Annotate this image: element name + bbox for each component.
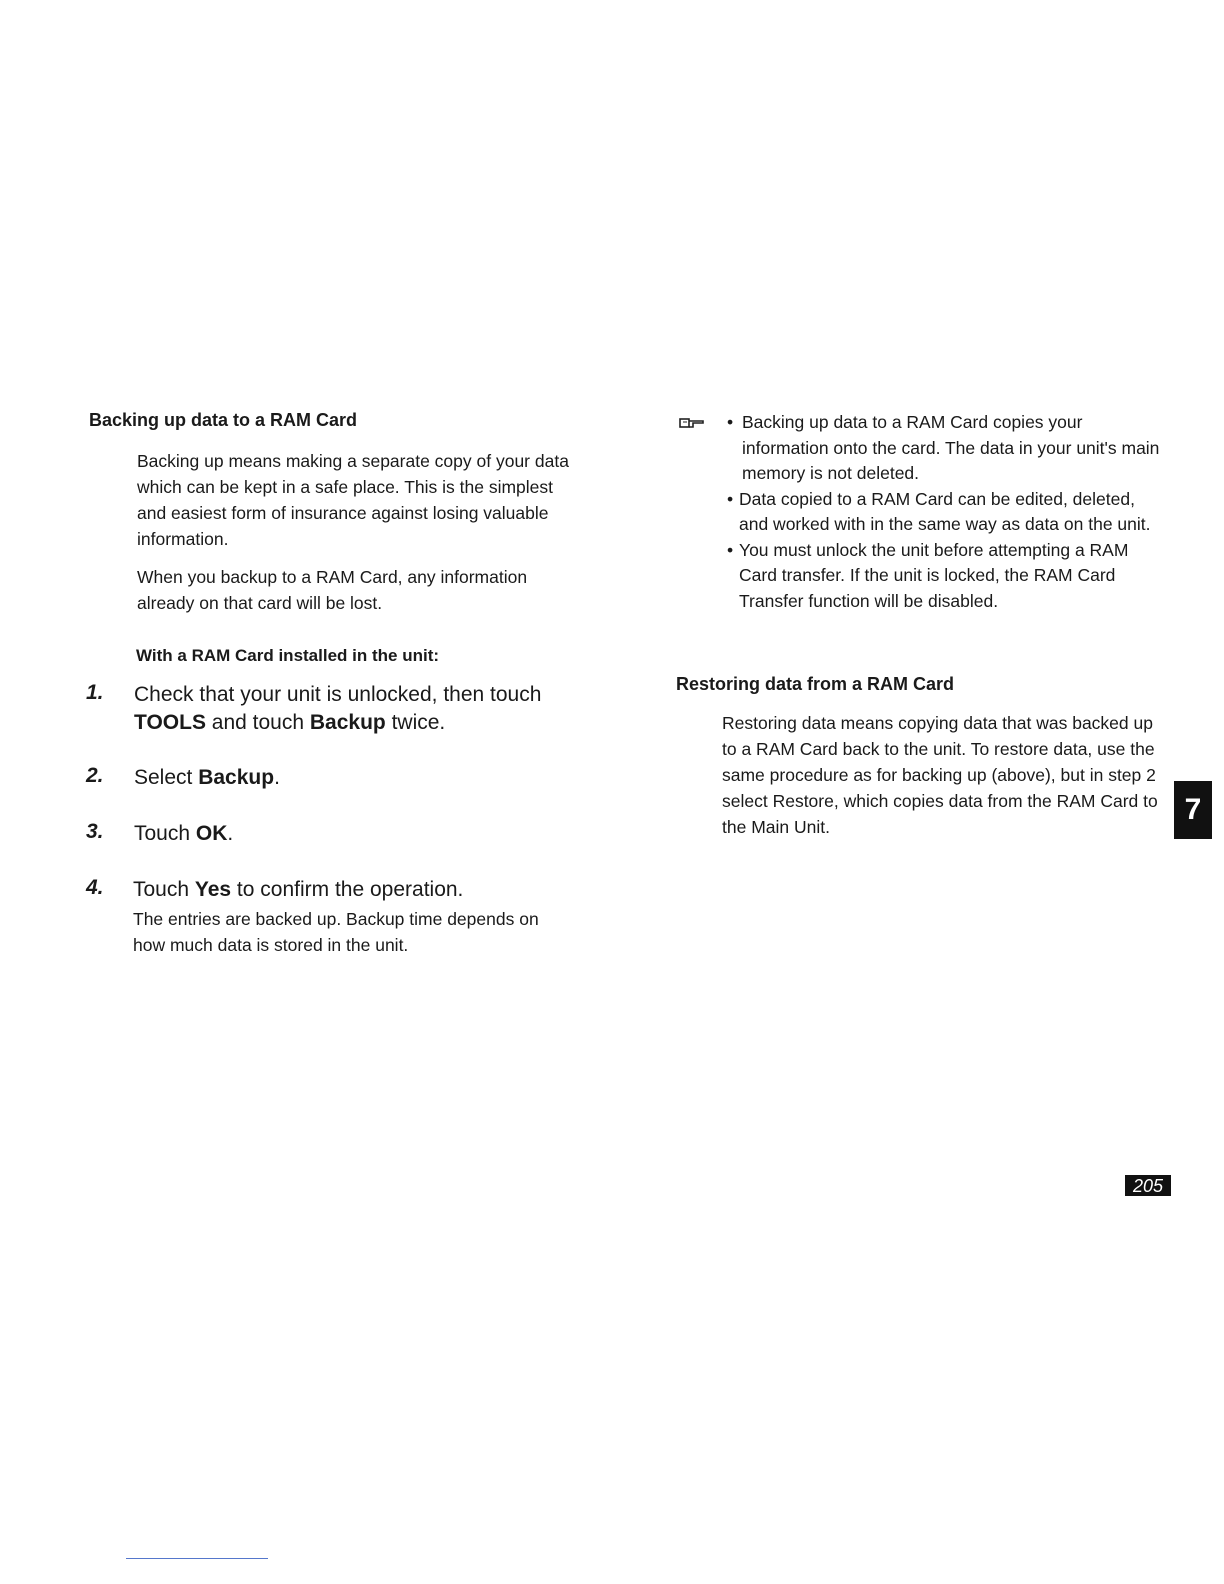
note-bullet: • You must unlock the unit before attempting a RAM Card transfer. If the unit is locked, the RAM Card Transfer function will be disabled.: [727, 539, 1129, 611]
step-text: Check that your unit is unlocked, then touch TOOLS and touch Backup twice.: [134, 683, 542, 734]
note-bullets: [727, 410, 1167, 614]
note-bullet: • Backing up data to a RAM Card copies your information onto the card. The data in your unit's main memory is not deleted.: [727, 412, 1160, 483]
step-text: Select Backup.: [134, 766, 280, 789]
step-number: 3.: [86, 820, 104, 843]
intro-paragraph-2: When you backup to a RAM Card, any information already on that card will be lost.: [137, 567, 528, 613]
step-number: 4.: [86, 876, 104, 899]
steps-subheading: With a RAM Card installed in the unit:: [136, 646, 440, 665]
step-text: Touch Yes to confirm the operation. The entries are backed up. Backup time depends on how much data is stored in the unit.: [133, 876, 573, 958]
tools-label: TOOLS: [134, 711, 206, 734]
step-number: 1.: [86, 681, 104, 704]
backup-label: Backup: [198, 766, 275, 789]
step-result-text: The entries are backed up. Backup time depends on how much data is stored in the unit.: [133, 909, 539, 955]
step-text: Touch OK.: [134, 822, 234, 845]
section-heading-restore: Restoring data from a RAM Card: [676, 674, 955, 694]
ok-label: OK: [195, 822, 228, 845]
intro-paragraph-1: Backing up means making a separate copy of your data which can be kept in a safe place. This is the simplest and easiest form of insurance against losing valuable information.: [137, 451, 569, 549]
page-number: 205: [1125, 1175, 1171, 1196]
step-number: 2.: [86, 764, 104, 787]
backup-label: Backup: [309, 711, 386, 734]
pointing-hand-icon: [679, 416, 705, 430]
note-bullet: • Data copied to a RAM Card can be edited, deleted, and worked with in the same way as data on the unit.: [727, 488, 1151, 534]
section-heading-backup: Backing up data to a RAM Card: [89, 410, 358, 430]
yes-label: Yes: [194, 878, 232, 901]
footer-rule: [126, 1558, 268, 1559]
chapter-tab: 7: [1174, 781, 1212, 839]
restore-paragraph: Restoring data means copying data that was backed up to a RAM Card back to the unit. To restore data, use the same procedure as for backing up (above), but in step 2 select Restore, which copies data from the RAM Card to the Main Unit.: [722, 713, 1158, 837]
